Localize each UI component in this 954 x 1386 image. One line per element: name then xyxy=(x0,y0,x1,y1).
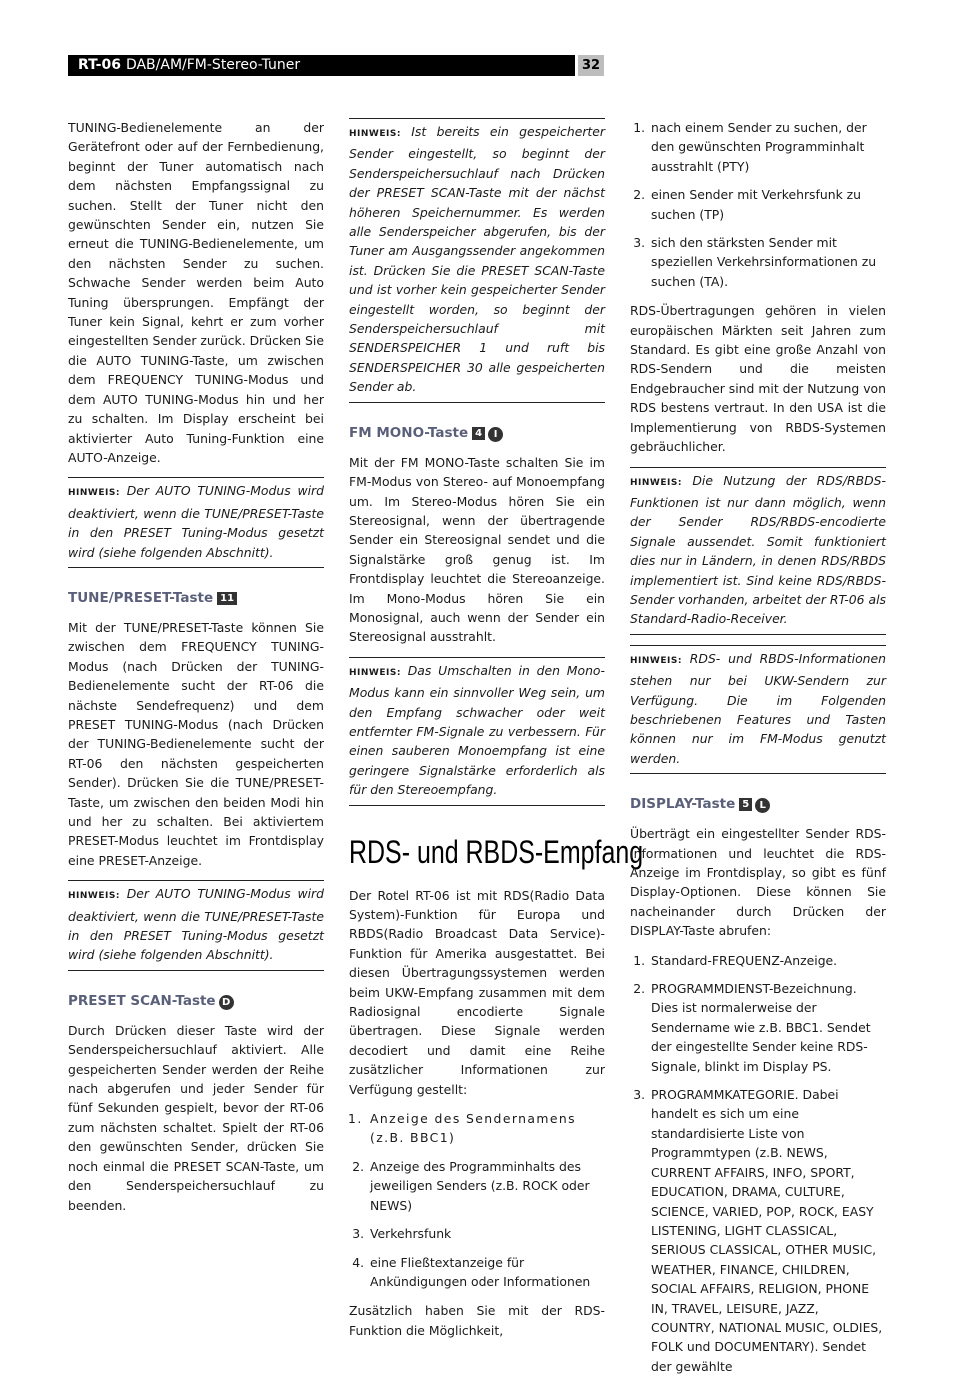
list-item: 1. nach einem Sender zu suchen, der den gewünschten Programminhalt ausstrahlt (PTY) xyxy=(649,118,886,176)
remote-badge: D xyxy=(219,995,234,1010)
note-box xyxy=(349,657,605,806)
list-item: 4. eine Fließtextanzeige für Ankündigungen oder Informationen xyxy=(368,1253,605,1292)
note-label: HINWEIS: xyxy=(630,477,682,488)
button-badge: 5 xyxy=(739,798,752,811)
remote-badge: L xyxy=(755,798,770,813)
list-item: 3. Verkehrsfunk xyxy=(368,1224,605,1243)
note-label: HINWEIS: xyxy=(68,488,120,499)
note-text: Der AUTO TUNING-Modus wird deaktiviert, wenn die TUNE/PRESET-Taste in den PRESET Tuning-Modus gesetzt wird (siehe folgenden Abschnitt). xyxy=(68,886,324,963)
list-item: 2. einen Sender mit Verkehrsfunk zu suchen (TP) xyxy=(649,185,886,224)
rds-feature-list xyxy=(349,1109,605,1291)
list-item: 1. Standard-FREQUENZ-Anzeige. xyxy=(649,951,886,970)
list-item: 3. PROGRAMMKATEGORIE. Dabei handelt es sich um eine standardisierte Liste von Programmtypen (z.B. NEWS, CURRENT AFFAIRS, INFO, SPORT, EDUCATION, DRAMA, CULTURE, SCIENCE, VARIED, POP, ROCK, EASY LISTENING, LIGHT CLASSICAL, SERIOUS CLASSICAL, OTHER MUSIC, WEATHER, FINANCE, CHILDREN, SOCIAL AFFAIRS, RELIGION, PHONE IN, TRAVEL, LEISURE, JAZZ, COUNTRY, NATIONAL MUSIC, OLDIES, FOLK und DOCUMENTARY). Sendet der gewählte xyxy=(649,1085,886,1376)
auto-tuning-paragraph: TUNING-Bedienelemente an der Gerätefront oder auf der Fernbedienung, beginnt der Tuner automatisch nach dem nächsten Empfangssignal zu suchen. Stellt der Tuner nicht den gewünschten Sender ein, nutzen Sie erneut die TUNING-Bedienelemente, um den nächsten Sender zu suchen. Schwache Sender werden beim Auto Tuning übersprungen. Empfängt der Tuner kein Signal, kehrt er zum vorher eingestellten Sender zurück. Drücken Sie die AUTO TUNING-Taste, um zwischen dem FREQUENCY TUNING-Modus und dem AUTO TUNING-Modus hin und her zu schalten. Im Display erscheint bei aktivierter Auto Tuning-Funktion eine AUTO-Anzeige. xyxy=(68,120,324,465)
note-box xyxy=(630,645,886,774)
preset-scan-heading: PRESET SCAN-Taste D xyxy=(68,991,324,1011)
note-label: HINWEIS: xyxy=(349,667,401,678)
display-heading: DISPLAY-Taste 5 L xyxy=(630,794,886,814)
page-number: 32 xyxy=(578,55,604,76)
button-badge: 11 xyxy=(217,592,237,605)
fm-mono-heading: FM MONO-Taste 4 I xyxy=(349,423,605,443)
list-item: 1. Anzeige des Sendernamens (z.B. BBC1) xyxy=(368,1109,605,1148)
display-paragraph: Überträgt ein eingestellter Sender RDS-Informationen und leuchtet die RDS-Anzeige im Frontdisplay, so gibt es fünf Display-Optionen. Diese können Sie nacheinander durch Drücken der DISPLAY-Taste abrufen: xyxy=(630,826,886,939)
column-1 xyxy=(68,118,324,1225)
tune-preset-paragraph: Mit der TUNE/PRESET-Taste können Sie zwischen dem FREQUENCY TUNING-Modus (nach Drücken der TUNING-Bedienelemente sucht der RT-06 die nächste Sendefrequenz) und dem PRESET TUNING-Modus (nach Drücken der TUNING-Bedienelemente sucht der RT-06 den nächsten gespeicherten Sender). Drücken Sie die TUNE/PRESET-Taste, um zwischen den beiden Modi hin und her zu schalten. Bei aktiviertem PRESET-Modus leuchtet im Frontdisplay eine PRESET-Anzeige. xyxy=(68,619,324,868)
list-item: 2. PROGRAMMDIENST-Bezeichnung. Dies ist normalerweise der Sendername wie z.B. BBC1. Sendet der eingestellte Sender keine RDS-Signale, blinkt im Display PS. xyxy=(649,979,886,1076)
note-box xyxy=(630,467,886,635)
rds-outro-paragraph: Zusätzlich haben Sie mit der RDS-Funktion die Möglichkeit, xyxy=(349,1303,605,1338)
note-label: HINWEIS: xyxy=(68,891,120,902)
header-title: DAB/AM/FM-Stereo-Tuner xyxy=(125,57,301,73)
display-options-list xyxy=(630,951,886,1377)
rds-search-list xyxy=(630,118,886,291)
preset-scan-paragraph: Durch Drücken dieser Taste wird der Senderspeichersuchlauf aktiviert. Alle gespeicherten Sender werden der Reihe nach abgerufen und jeder Sender für fünf Sekunden gespielt, bevor der RT-06 zum nächsten schaltet. Spielt der RT-06 den gewünschten Sender, drücken Sie noch einmal die PRESET SCAN-Taste, um den Senderspeichersuchlauf zu beenden. xyxy=(68,1022,324,1213)
column-2 xyxy=(349,118,644,1350)
fm-mono-paragraph: Mit der FM MONO-Taste schalten Sie im FM-Modus von Stereo- auf Monoempfang um. Im Stereo-Modus hören Sie ein Stereosignal, wenn der übertragende Sender ein Stereosignal sendet und die Signalstärke groß genug ist. Im Frontdisplay leuchtet die Stereoanzeige. Im Mono-Modus hören Sie ein Monosignal, auch wenn der Sender ein Stereosignal ausstrahlt. xyxy=(349,454,605,645)
note-box xyxy=(68,477,324,568)
remote-badge: I xyxy=(488,427,503,442)
note-text: Der AUTO TUNING-Modus wird deaktiviert, wenn die TUNE/PRESET-Taste in den PRESET Tuning-Modus gesetzt wird (siehe folgenden Abschnitt). xyxy=(68,483,324,560)
list-item: 3. sich den stärksten Sender mit speziellen Verkehrsinformationen zu suchen (TA). xyxy=(649,233,886,291)
note-text: RDS- und RBDS-Informationen stehen nur bei UKW-Sendern zur Verfügung. Die im Folgenden beschriebenen Features und Tasten können nur im FM-Modus genutzt werden. xyxy=(630,650,886,766)
note-text: Die Nutzung der RDS/RBDS-Funktionen ist nur dann möglich, wenn der Sender RDS/RBDS-encodierte Signale aussendet. Somit funktioniert dies nur in Ländern, in denen RDS/RBDS implementiert ist. Sind keine RDS/RBDS-Sender vorhanden, arbeitet der RT-06 als Standard-Radio-Receiver. xyxy=(630,472,886,627)
tune-preset-heading: TUNE/PRESET-Taste 11 xyxy=(68,588,324,608)
rds-section-heading: RDS- und RBDS-Empfang xyxy=(349,833,644,870)
note-text: Ist bereits ein gespeicherter Sender eingestellt, so beginnt der Senderspeichersuchlauf nach Drücken der PRESET SCAN-Taste mit der nächst höheren Speichernummer. Es werden alle Senderspeicher abgerufen, bis der Tuner am Ausgangssender angekommen ist. Drücken Sie die PRESET SCAN-Taste und ist vorher kein gespeicherter Sender eingestellt worden, so beginnt der Senderspeichersuchlauf mit SENDERSPEICHER 1 und ruft bis SENDERSPEICHER 30 alle gespeicherten Sender ab. xyxy=(349,124,605,395)
rds-usage-paragraph: RDS-Übertragungen gehören in vielen europäischen Märkten seit Jahren zum Standard. Es gibt eine große Anzahl von RDS-Sendern und die meisten Endgebraucher sind mit der Nutzung von RDS bestens vertraut. In den USA ist die Implementierung von RBDS-Systemen gebräuchlicher. xyxy=(630,303,886,455)
button-badge: 4 xyxy=(472,427,485,440)
note-label: HINWEIS: xyxy=(630,655,682,666)
note-text: Das Umschalten in den Mono-Modus kann ein sinnvoller Weg sein, um den Empfang schwacher oder weit entfernter FM-Signale zu verbessern. Für einen sauberen Monoempfang ist eine geringere Signalstärke erforderlich als für den Stereoempfang. xyxy=(349,662,605,798)
note-box xyxy=(349,118,605,403)
note-box xyxy=(68,880,324,971)
column-3 xyxy=(630,118,886,1386)
list-item: 2. Anzeige des Programminhalts des jeweiligen Senders (z.B. ROCK oder NEWS) xyxy=(368,1157,605,1215)
model-name: RT-06 xyxy=(78,57,121,73)
note-label: HINWEIS: xyxy=(349,129,401,139)
rds-paragraph: Der Rotel RT-06 ist mit RDS(Radio Data System)-Funktion für Europa und RBDS(Radio Broadcast Data Service)-Funktion für Amerika ausgestattet. Bei diesen Übertragungssystemen werden beim UKW-Empfang zusammen mit dem Radiosignal encodierte Signale übertragen. Diese Signale werden decodiert und damit eine Reihe zusätzlicher Informationen zur Verfügung gestellt: xyxy=(349,887,605,1097)
header-bar xyxy=(68,55,575,76)
